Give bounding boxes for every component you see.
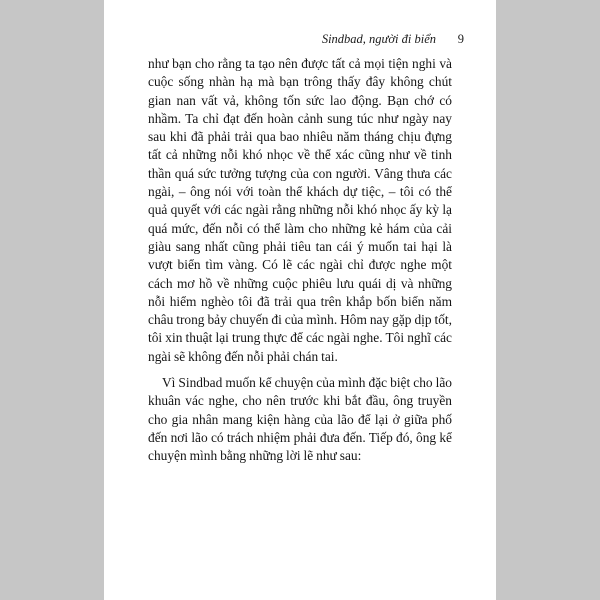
book-page [104, 0, 496, 600]
paragraph: Vì Sindbad muốn kể chuyện của mình đặc biệt cho lão khuân vác nghe, cho nên trước khi bắt đầu, ông truyền cho gia nhân mang kiện hàng của lão để lại ở giữa phố đến nơi lão có trách nhiệm phải đưa đến. Tiếp đó, ông kể chuyện mình bằng những lời lẽ như sau: [148, 375, 452, 464]
paragraph: như bạn cho rằng ta tạo nên được tất cả mọi tiện nghi và cuộc sống nhàn hạ mà bạn trông thấy đây không chút gian nan vất vả, không tốn sức lao động. Bạn chớ có nhầm. Ta chỉ đạt đến hoàn cảnh sung túc như ngày nay sau khi đã phải trải qua bao nhiêu năm tháng chịu đựng tất cả những nỗi khó nhọc về thể xác cũng như về tinh thần quá sức tưởng tượng của con người. Vâng thưa các ngài, – ông nói với toàn thể khách dự tiệc, – tôi có thể quả quyết với các ngài rằng những nỗi khó nhọc ấy kỳ lạ quá mức, đến nỗi có thể làm cho những kẻ hám của cải giàu sang nhất cũng phải tiêu tan cái ý muốn tai hại là vượt biển tìm vàng. Có lẽ các ngài chỉ được nghe một cách mơ hồ về những cuộc phiêu lưu quái dị và những nỗi hiểm nghèo tôi đã trải qua trên khắp bốn biển năm châu trong bảy chuyến đi của mình. Hôm nay gặp dịp tốt, tôi xin thuật lại trung thực để các ngài nghe. Tôi nghĩ các ngài sẽ không đến nỗi phải chán tai. [148, 56, 452, 364]
page-body [148, 55, 452, 466]
page-number: 9 [457, 32, 464, 46]
running-header-title: Sindbad, người đi biển [321, 32, 436, 46]
running-header [104, 32, 496, 48]
